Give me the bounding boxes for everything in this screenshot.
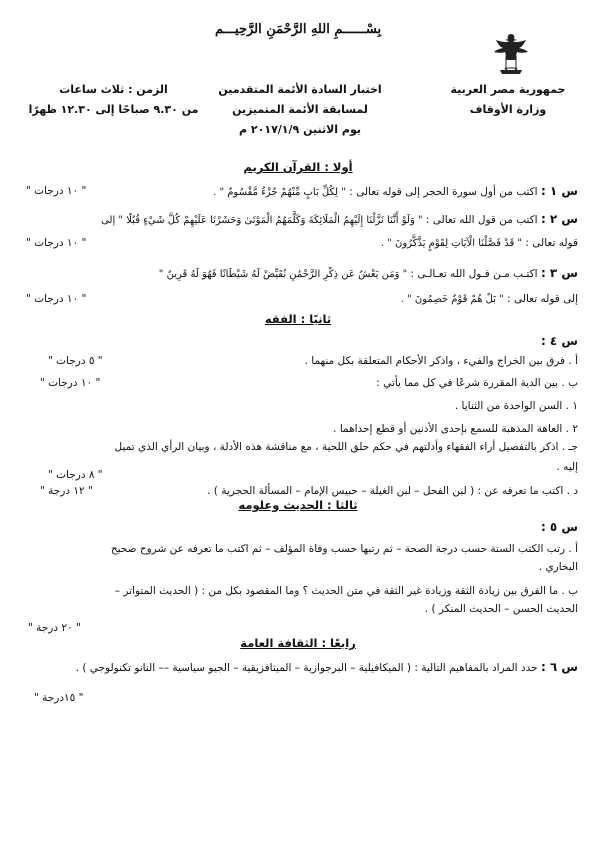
question-text: اكتـب مـن قـول الله تعـالـى : [410, 268, 538, 280]
question-text: إليه . [556, 461, 578, 473]
quran-verse: " وَمَن يَعْشُ عَن ذِكْرِ الرَّحْمَٰنِ نُقَيِّضْ لَهُ شَيْطَانًا فَهُوَ لَهُ قَرِينٌ " [158, 269, 408, 280]
question-text: د . اكتب ما تعرفه عن : ( لبن الفحل – لبن الغيلة – حبيس الإمام – المسألة الحجرية ) . [207, 485, 578, 497]
question-5-b-line-1 [18, 582, 578, 600]
grade-label: " ١٠ درجات " [40, 377, 101, 389]
question-5-b-line-2 [18, 600, 578, 618]
grade-label: " ٥ درجات " [48, 355, 103, 367]
ministry-block [448, 80, 568, 120]
question-6 [18, 658, 578, 677]
section-title-quran: أولا : القرآن الكريم [243, 160, 353, 174]
question-text: الحديث الحسن – الحديث المنكر ) . [424, 603, 578, 615]
question-text: اكتب من أول سورة الحجر إلى قوله تعالى : [349, 186, 538, 198]
section-title-fiqh: ثانيًا : الفقه [264, 312, 332, 326]
question-text: ب . بين الدية المقررة شرعًا في كل مما يأتي : [376, 377, 578, 389]
quran-verse: " قَدْ فَصَّلْنَا الْآيَاتِ لِقَوْمٍ يَذَّكَّرُونَ " . [380, 238, 523, 249]
question-text: ٢ . العاهة المذهبة للسمع بإحدى الأذنين أو قطع إحداهما . [333, 423, 578, 435]
exam-title: اختبار السادة الأئمة المتقدمين [218, 83, 382, 96]
exam-subtitle: لمسابقة الأئمة المتميزين [232, 103, 368, 116]
eagle-emblem-icon [490, 30, 532, 78]
question-1 [18, 182, 578, 202]
question-2-line-2 [18, 234, 578, 253]
quran-verse: " لِكُلِّ بَابٍ مِّنْهُمْ جُزْءٌ مَّقْسُومٌ " . [213, 187, 346, 198]
quran-verse: " وَلَوْ أَنَّنَا نَزَّلْنَا إِلَيْهِمُ الْمَلَائِكَةَ وَكَلَّمَهُمُ الْمَوْتَىٰ وَحَشَرْنَا عَلَيْهِمْ كُلَّ شَيْءٍ قُبُلًا " إلى [101, 215, 423, 226]
question-4-a [18, 352, 578, 370]
ministry-name: وزارة الأوقاف [469, 103, 547, 116]
grade-label: " ١٥درجة " [34, 692, 84, 704]
grade-label: " ٨ درجات " [48, 469, 103, 481]
question-4-b2 [18, 420, 578, 438]
question-3-line-1 [18, 264, 578, 284]
question-mark: س ٤ : [540, 334, 578, 348]
question-4-b [18, 374, 578, 392]
question-mark: س ٥ : [540, 520, 578, 534]
question-4-mark [18, 332, 578, 351]
question-5-mark [18, 518, 578, 537]
grade-label: " ١٢ درجة " [40, 485, 93, 497]
question-5-a-line-2 [18, 558, 578, 576]
section-title-hadith: ثالثا : الحديث وعلومه [238, 498, 358, 512]
question-text: اكتب من قول الله تعالى : [425, 214, 538, 226]
question-text: ب . ما الفرق بين زيادة الثقة وزيادة غير الثقة في متن الحديث ؟ وما المقصود بكل من : ( الحديث المتواتر – [114, 585, 578, 597]
question-5-a-line-1 [18, 540, 578, 558]
question-mark: س ١ : [540, 184, 578, 198]
question-text: قوله تعالى : [525, 237, 578, 249]
basmala: بِسْــــــمِ اللهِ الرَّحْمَنِ الرَّحِيـــم [214, 22, 382, 37]
question-text: جـ . اذكر بالتفصيل أراء الفقهاء وأدلتهم في حكم حلق اللحية ، مع مناقشة هذه الأدلة ، وبيان الرأي الذي تميل [114, 441, 578, 453]
exam-time-block [26, 80, 201, 120]
grade-label: " ٢٠ درجة " [28, 622, 81, 634]
question-4-c-line-2 [18, 458, 578, 481]
grade-label: " ١٠ درجات " [26, 237, 87, 249]
grade-label: " ١٠ درجات " [26, 293, 87, 305]
section-title-general-culture: رابعًا : الثقافة العامة [240, 636, 356, 650]
question-mark: س ٢ : [540, 212, 578, 226]
question-text: إلى قوله تعالى : [507, 293, 578, 305]
question-3-line-2 [18, 290, 578, 309]
grade-label: " ١٠ درجات " [26, 185, 87, 197]
country-name: جمهورية مصر العربية [450, 83, 566, 96]
question-text: أ . رتب الكتب الستة حسب درجة الصحة – ثم رتبها حسب وفاة المؤلف – ثم اكتب ما تعرفه عن شروح صحيح [110, 543, 578, 555]
question-mark: س ٦ : [540, 660, 578, 674]
exam-info-block [200, 80, 400, 140]
question-mark: س ٣ : [540, 266, 578, 280]
question-text: البخاري . [538, 561, 578, 573]
exam-time-range: من ٩.٣٠ صباحًا إلى ١٢.٣٠ ظهرًا [28, 103, 199, 116]
question-text: ١ . السن الواحدة من الثنايا . [454, 400, 578, 412]
quran-verse: " بَلْ هُمْ قَوْمٌ خَصِمُونَ " . [400, 294, 504, 305]
question-4-b1 [18, 397, 578, 415]
question-4-c-line-1 [18, 438, 578, 456]
exam-duration: الزمن : ثلاث ساعات [59, 83, 168, 96]
question-text: حدد المراد بالمفاهيم التالية : ( الميكافيلية – البرجوازية – الميتافزيقية – الجيو سياسية –– النانو تكنولوجي ) . [75, 662, 538, 674]
question-2-line-1 [18, 210, 578, 230]
exam-date: يوم الاثنين ٢٠١٧/١/٩ م [239, 123, 361, 136]
question-text: أ . فرق بين الخراج والفيء ، واذكر الأحكام المتعلقة بكل منهما . [304, 355, 578, 367]
